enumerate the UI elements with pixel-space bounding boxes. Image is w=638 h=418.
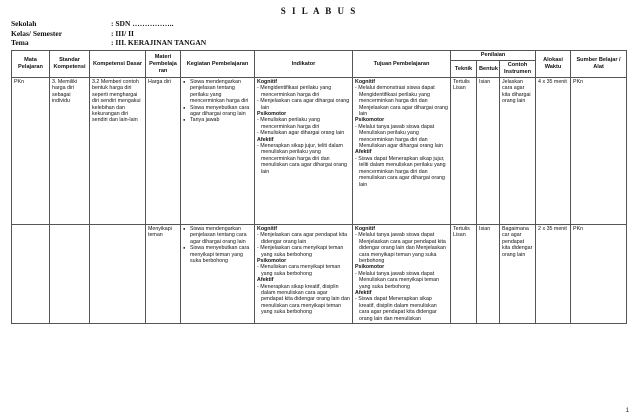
list-item: ● Tanya jawab: [190, 117, 252, 123]
header-bentuk: Bentuk: [477, 61, 500, 78]
meta-label: Kelas/ Semester: [11, 28, 63, 38]
header-mata-pelajaran: Mata Pelajaran: [12, 51, 50, 78]
cell-kompetensi-dasar: 3.2 Memberi contoh bentuk harga diri seperti menghargai diri sendiri mengakui kelebihan dan kekurangan diri sendiri dan lain-lain: [90, 78, 146, 225]
line-item: - Menerapkan sikap jujur, teliti dalam menuliskan perilaku yang mencerminkan harga diri dan menuliskan cara agar dihargai orang lain: [257, 143, 347, 175]
list-item: ● Siswa menyebutkan cara agar dihargai orang lain: [190, 105, 252, 118]
cell-kompetensi-dasar: [90, 225, 146, 324]
meta-tema: [11, 38, 206, 48]
line-item: Kognitif: [257, 79, 278, 85]
line-item: - Menuliskan perilaku yang mencerminkan harga diri: [257, 117, 321, 130]
line-item: - Mengidentifikasi perilaku yang mencerminkan harga diri: [257, 85, 332, 98]
line-item: - Siswa dapat Menerapkan sikap kreatif, disiplin dalam menuliskan cara agar pendapat kita didengar orang lain dan menuliskan: [355, 296, 437, 322]
cell-alokasi: 4 x 35 menit: [536, 78, 571, 225]
line-item: - Menuliskan cara menyikapi teman yang suka berbohong: [257, 264, 341, 277]
header-sumber-belajar: Sumber Belajar / Alat: [571, 51, 627, 78]
cell-sumber: PKn: [571, 78, 627, 225]
line-item: Kognitif: [355, 79, 376, 85]
cell-bentuk: Isian: [477, 78, 500, 225]
line-item: - Melalui demonstrasi siswa dapat Mengidentifikasi perilaku yang mencerminkan harga diri dan Menjelaskan cara agar dihargai orang lain: [355, 85, 448, 118]
line-item: - Menjelaskan cara agar pendapat kita didengar orang lain: [257, 232, 348, 245]
line-item: - Menerapkan sikap kreatif, disiplin dalam menuliskan cara agar pendapat kita didengar orang lain dan menuliskan cara menyikapi teman yang suka berbohong: [257, 283, 350, 316]
page-number: 1: [625, 408, 629, 414]
cell-indikator: [255, 78, 353, 225]
cell-standar-kompetensi: 3. Memiliki harga diri sebagai individu: [50, 78, 90, 225]
line-item: Kognitif: [355, 226, 376, 232]
meta-label: Tema: [11, 38, 29, 47]
line-item: - Melalui tanya jawab siswa dapat Menjelaskan cara agar pendapat kita didengar orang lain dan Menjelaskan cara menyikapi teman yang suka berbohong: [355, 232, 446, 265]
kegiatan-list: [183, 79, 252, 124]
line-item: Kognitif: [257, 226, 278, 232]
cell-tujuan: [353, 225, 451, 324]
document-meta: [11, 19, 206, 48]
cell-indikator: [255, 225, 353, 324]
cell-teknik: Tertulis Lisan: [451, 78, 477, 225]
header-alokasi-waktu: Alokasi Waktu: [536, 51, 571, 78]
meta-value: : SDN ……………..: [111, 19, 174, 28]
line-item: Psikomotor: [257, 258, 287, 265]
table-row: [12, 78, 627, 225]
header-standar-kompetensi: Standar Kompetensi: [50, 51, 90, 78]
header-penilaian: Penilaian: [451, 51, 536, 61]
line-item: Afektif: [257, 136, 274, 143]
cell-bentuk: Isian: [477, 225, 500, 324]
cell-sumber: PKn: [571, 225, 627, 324]
line-item: Psikomotor: [355, 264, 385, 271]
header-contoh-instrumen: Contoh Instrumen: [500, 61, 536, 78]
line-item: - Menjelaskan cara agar dihargai orang lain: [257, 98, 350, 111]
line-item: Afektif: [355, 149, 372, 156]
cell-mata-pelajaran: PKn: [12, 78, 50, 225]
header-kegiatan-pembelajaran: Kegiatan Pembelajaran: [181, 51, 255, 78]
line-item: - Melalui tanya jawab siswa dapat Menuliskan cara menyikapi teman yang suka berbohong: [355, 270, 440, 290]
header-kompetensi-dasar: Kompetensi Dasar: [90, 51, 146, 78]
kegiatan-list: [183, 226, 252, 264]
page-title: S I L A B U S: [280, 6, 358, 16]
header-teknik: Teknik: [451, 61, 477, 78]
cell-contoh: Bagaimana car agar pendapat kita didengar orang lain: [500, 225, 536, 324]
cell-contoh: Jelaskan cara agar kita dihargai orang lain: [500, 78, 536, 225]
table-row: [12, 225, 627, 324]
cell-kegiatan: [181, 78, 255, 225]
cell-mata-pelajaran: [12, 225, 50, 324]
header-tujuan-pembelajaran: Tujuan Pembelajaran: [353, 51, 451, 78]
line-item: - Menjelaskan cara menyikapi teman yang suka berbohong: [257, 245, 344, 258]
line-item: - Menuliskan agar dihargai orang lain: [257, 130, 345, 137]
meta-sekolah: [11, 19, 206, 29]
line-item: Psikomotor: [355, 117, 385, 124]
list-item: ● Siswa mendengarkan penjelasan tentang cara agar dihargai orang lain: [190, 226, 252, 245]
line-item: Afektif: [257, 277, 274, 284]
list-item: ● Siswa mendengarkan penjelasan tentang perilaku yang mencerminkan harga diri: [190, 79, 252, 105]
meta-value: : III/ II: [111, 28, 134, 38]
meta-kelas: [11, 29, 206, 39]
list-item: ● Siswa menyebutkan cara menyikapi teman yang suka berbohong: [190, 245, 252, 264]
line-item: Afektif: [355, 290, 372, 297]
header-materi-pembelajaran: Materi Pembelaja ran: [146, 51, 181, 78]
meta-label: Sekolah: [11, 19, 37, 28]
cell-materi: Menyikapi teman: [146, 225, 181, 324]
syllabus-table: [11, 50, 627, 324]
cell-kegiatan: [181, 225, 255, 324]
cell-alokasi: 2 x 35 menit: [536, 225, 571, 324]
meta-value: : III. KERAJINAN TANGAN: [111, 38, 207, 47]
cell-materi: Harga diri: [146, 78, 181, 225]
header-indikator: Indikator: [255, 51, 353, 78]
line-item: Psikomotor: [257, 111, 287, 118]
line-item: - Siswa dapat Menerapkan sikap jujur, teliti dalam menuliskan perilaku yang mencerminkan harga diri dan menuliskan cara agar dihargai orang lain: [355, 155, 446, 188]
cell-standar-kompetensi: [50, 225, 90, 324]
line-item: - Melalui tanya jawab siswa dapat Menuliskan perilaku yang mencerminkan harga diri dan Menuliskan agar dihargai orang lain: [355, 123, 443, 150]
cell-teknik: Tertulis Lisan: [451, 225, 477, 324]
cell-tujuan: [353, 78, 451, 225]
